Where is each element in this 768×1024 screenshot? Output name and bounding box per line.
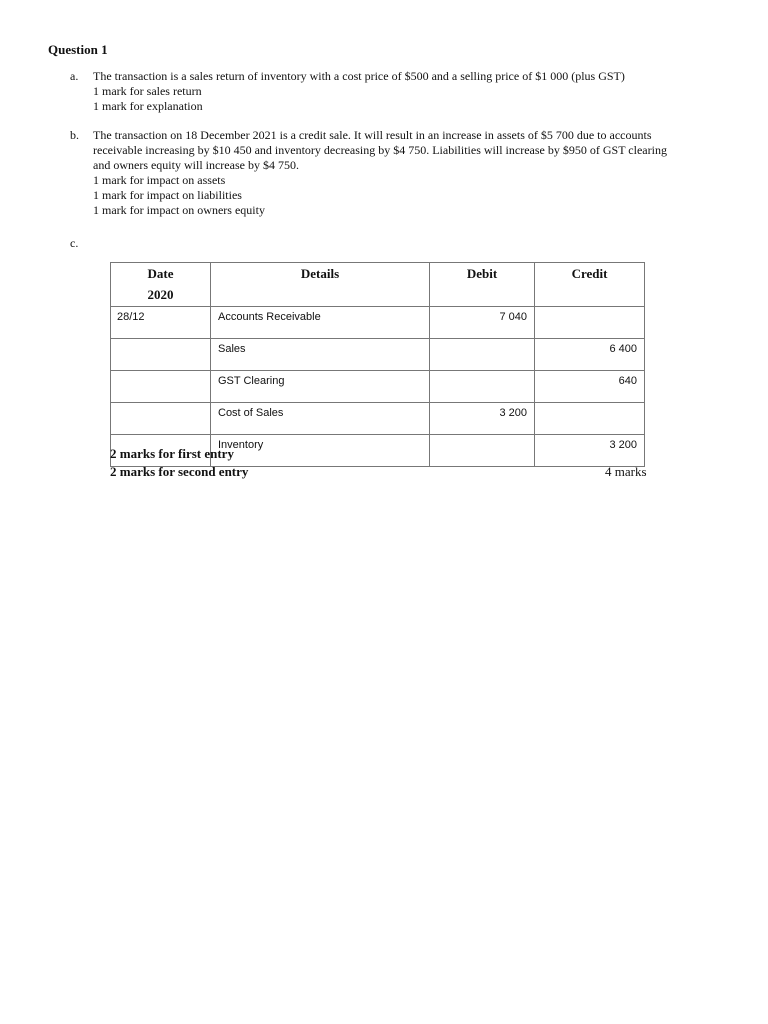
debit-cell: 3 200 [430,403,535,435]
debit-cell [430,339,535,371]
date-cell [111,339,211,371]
date-header [111,263,211,307]
credit-cell: 3 200 [535,435,645,467]
mark-line: 1 mark for impact on owners equity [93,203,265,217]
part-b-label: b. [70,128,79,142]
details-header: Details [211,263,430,307]
answer-line: and owners equity will increase by $4 750. [93,158,299,172]
debit-cell: 7 040 [430,307,535,339]
mark-line: 1 mark for impact on liabilities [93,188,242,202]
year-header-label: 2020 [147,287,174,302]
credit-cell [535,307,645,339]
total-marks: 4 marks [605,464,647,479]
general-journal-table [110,262,645,467]
details-cell: GST Clearing [211,371,430,403]
mark-line: 1 mark for explanation [93,99,203,113]
table-header-row [111,263,645,307]
credit-header: Credit [535,263,645,307]
credit-cell: 640 [535,371,645,403]
part-a-answer [93,69,733,114]
second-entry-marks: 2 marks for second entry [110,464,249,479]
details-cell: Sales [211,339,430,371]
debit-cell [430,435,535,467]
mark-line: 1 mark for impact on assets [93,173,226,187]
part-b-answer [93,128,733,218]
first-entry-marks: 2 marks for first entry [110,446,234,461]
date-cell [111,371,211,403]
details-cell: Inventory [211,435,430,467]
date-cell [111,403,211,435]
part-c-label: c. [70,236,79,250]
answer-line: receivable increasing by $10 450 and inventory decreasing by $4 750. Liabilities will increase by $950 of GST clearing [93,143,667,157]
credit-cell [535,403,645,435]
table-row [111,339,645,371]
table-row [111,307,645,339]
credit-cell: 6 400 [535,339,645,371]
debit-header: Debit [430,263,535,307]
details-cell: Cost of Sales [211,403,430,435]
details-cell: Accounts Receivable [211,307,430,339]
table-row [111,403,645,435]
answer-line: The transaction is a sales return of inventory with a cost price of $500 and a selling price of $1 000 (plus GST) [93,69,625,83]
date-header-label: Date [147,266,174,281]
date-cell: 28/12 [111,307,211,339]
answer-line: The transaction on 18 December 2021 is a credit sale. It will result in an increase in assets of $5 700 due to accounts [93,128,652,142]
part-a-label: a. [70,69,79,83]
debit-cell [430,371,535,403]
question-title: Question 1 [48,42,108,57]
table-row [111,371,645,403]
mark-line: 1 mark for sales return [93,84,202,98]
